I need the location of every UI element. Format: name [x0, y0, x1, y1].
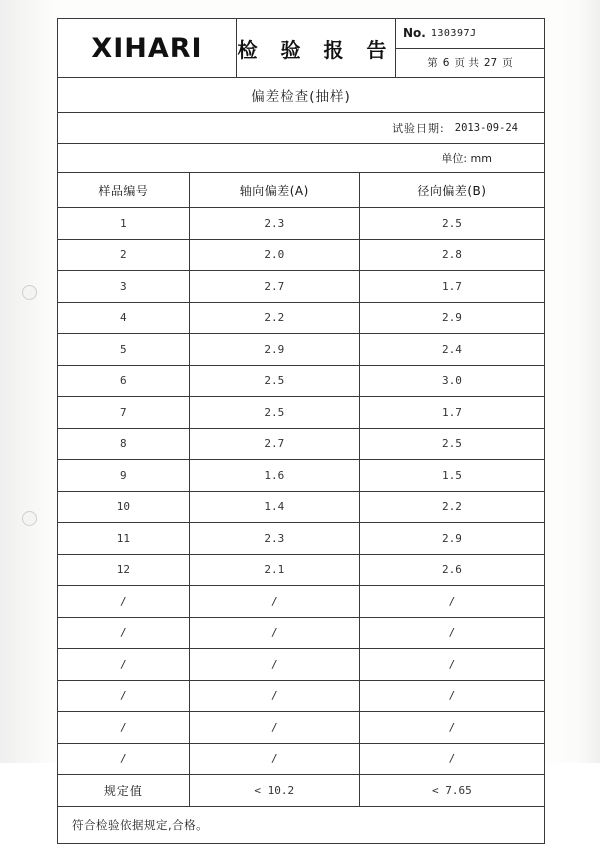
- cell-sample-no: /: [58, 743, 189, 775]
- cell-axial-deviation: 2.7: [189, 271, 359, 303]
- cell-axial-deviation: /: [189, 712, 359, 744]
- cell-axial-deviation: /: [189, 586, 359, 618]
- spec-radial-limit: < 7.65: [359, 775, 544, 807]
- section-title: 偏差检查(抽样): [58, 78, 544, 113]
- cell-radial-deviation: 1.5: [359, 460, 544, 492]
- hole-punch-icon: [22, 285, 37, 300]
- cell-axial-deviation: 2.1: [189, 554, 359, 586]
- table-row: [58, 239, 544, 271]
- test-date-value: 2013-09-24: [454, 122, 518, 134]
- column-header-radial-deviation: 径向偏差(B): [359, 173, 544, 208]
- table-row: [58, 491, 544, 523]
- table-row: [58, 743, 544, 775]
- cell-radial-deviation: 2.2: [359, 491, 544, 523]
- table-body: [58, 208, 544, 807]
- cell-sample-no: /: [58, 649, 189, 681]
- cell-axial-deviation: 2.5: [189, 365, 359, 397]
- table-row: [58, 365, 544, 397]
- cell-sample-no: 10: [58, 491, 189, 523]
- cell-axial-deviation: 2.2: [189, 302, 359, 334]
- cell-sample-no: /: [58, 586, 189, 618]
- cell-axial-deviation: 2.9: [189, 334, 359, 366]
- cell-sample-no: 3: [58, 271, 189, 303]
- table-row: [58, 586, 544, 618]
- cell-axial-deviation: 1.4: [189, 491, 359, 523]
- page-suffix: 页: [502, 57, 513, 70]
- cell-radial-deviation: /: [359, 743, 544, 775]
- report-title: 检 验 报 告: [237, 37, 395, 62]
- cell-sample-no: 12: [58, 554, 189, 586]
- cell-axial-deviation: 2.5: [189, 397, 359, 429]
- cell-radial-deviation: 2.6: [359, 554, 544, 586]
- report-header: [58, 19, 544, 78]
- unit-label: 单位: mm: [441, 152, 492, 165]
- cell-sample-no: 1: [58, 208, 189, 240]
- cell-axial-deviation: 2.0: [189, 239, 359, 271]
- cell-axial-deviation: 2.3: [189, 523, 359, 555]
- unit-row: [58, 144, 544, 172]
- cell-radial-deviation: 2.4: [359, 334, 544, 366]
- report-title-cell: [237, 19, 396, 77]
- conclusion-note: 符合检验依据规定,合格。: [72, 817, 209, 832]
- inspection-report: [57, 18, 545, 844]
- cell-axial-deviation: 2.3: [189, 208, 359, 240]
- table-row: [58, 649, 544, 681]
- table-row: [58, 271, 544, 303]
- page-indicator: [396, 49, 544, 78]
- table-row: [58, 428, 544, 460]
- cell-sample-no: /: [58, 617, 189, 649]
- report-number: [396, 19, 544, 49]
- table-header-row: [58, 173, 544, 208]
- page-mid: 页 共: [454, 57, 479, 70]
- logo-cell: [58, 19, 237, 77]
- deviation-table: [58, 172, 544, 807]
- cell-sample-no: 8: [58, 428, 189, 460]
- cell-axial-deviation: /: [189, 743, 359, 775]
- cell-radial-deviation: 2.9: [359, 523, 544, 555]
- test-date-row: [58, 113, 544, 144]
- table-row: [58, 617, 544, 649]
- red-edge-mark: [589, 370, 591, 392]
- spec-axial-limit: < 10.2: [189, 775, 359, 807]
- cell-axial-deviation: /: [189, 617, 359, 649]
- table-row: [58, 397, 544, 429]
- table-row: [58, 302, 544, 334]
- cell-sample-no: /: [58, 712, 189, 744]
- cell-radial-deviation: /: [359, 586, 544, 618]
- page-number: 6: [442, 56, 450, 69]
- spec-label: 规定值: [58, 775, 189, 807]
- report-number-cell: [396, 19, 544, 77]
- cell-radial-deviation: 2.5: [359, 208, 544, 240]
- table-row: [58, 712, 544, 744]
- table-row: [58, 523, 544, 555]
- cell-sample-no: 2: [58, 239, 189, 271]
- cell-axial-deviation: 2.7: [189, 428, 359, 460]
- cell-radial-deviation: 2.9: [359, 302, 544, 334]
- cell-radial-deviation: /: [359, 712, 544, 744]
- cell-sample-no: 7: [58, 397, 189, 429]
- cell-radial-deviation: 2.8: [359, 239, 544, 271]
- cell-sample-no: /: [58, 680, 189, 712]
- table-row: [58, 208, 544, 240]
- company-logo: XIHARI: [91, 32, 203, 64]
- cell-axial-deviation: /: [189, 649, 359, 681]
- page-total: 27: [483, 56, 498, 69]
- red-edge-mark: [589, 330, 591, 348]
- table-row: [58, 554, 544, 586]
- cell-axial-deviation: /: [189, 680, 359, 712]
- cell-sample-no: 4: [58, 302, 189, 334]
- cell-sample-no: 5: [58, 334, 189, 366]
- cell-radial-deviation: /: [359, 649, 544, 681]
- test-date-label: 试验日期:: [392, 122, 445, 135]
- cell-radial-deviation: 3.0: [359, 365, 544, 397]
- cell-sample-no: 6: [58, 365, 189, 397]
- cell-radial-deviation: 1.7: [359, 397, 544, 429]
- cell-radial-deviation: /: [359, 680, 544, 712]
- cell-radial-deviation: /: [359, 617, 544, 649]
- table-row: [58, 460, 544, 492]
- report-number-value: 130397J: [430, 27, 477, 39]
- column-header-axial-deviation: 轴向偏差(A): [189, 173, 359, 208]
- column-header-sample-no: 样品编号: [58, 173, 189, 208]
- cell-radial-deviation: 1.7: [359, 271, 544, 303]
- table-row: [58, 680, 544, 712]
- cell-sample-no: 9: [58, 460, 189, 492]
- hole-punch-icon: [22, 511, 37, 526]
- report-number-label: No.: [403, 26, 426, 41]
- cell-axial-deviation: 1.6: [189, 460, 359, 492]
- cell-sample-no: 11: [58, 523, 189, 555]
- cell-radial-deviation: 2.5: [359, 428, 544, 460]
- table-row: [58, 334, 544, 366]
- spec-row: [58, 775, 544, 807]
- page-prefix: 第: [427, 57, 438, 70]
